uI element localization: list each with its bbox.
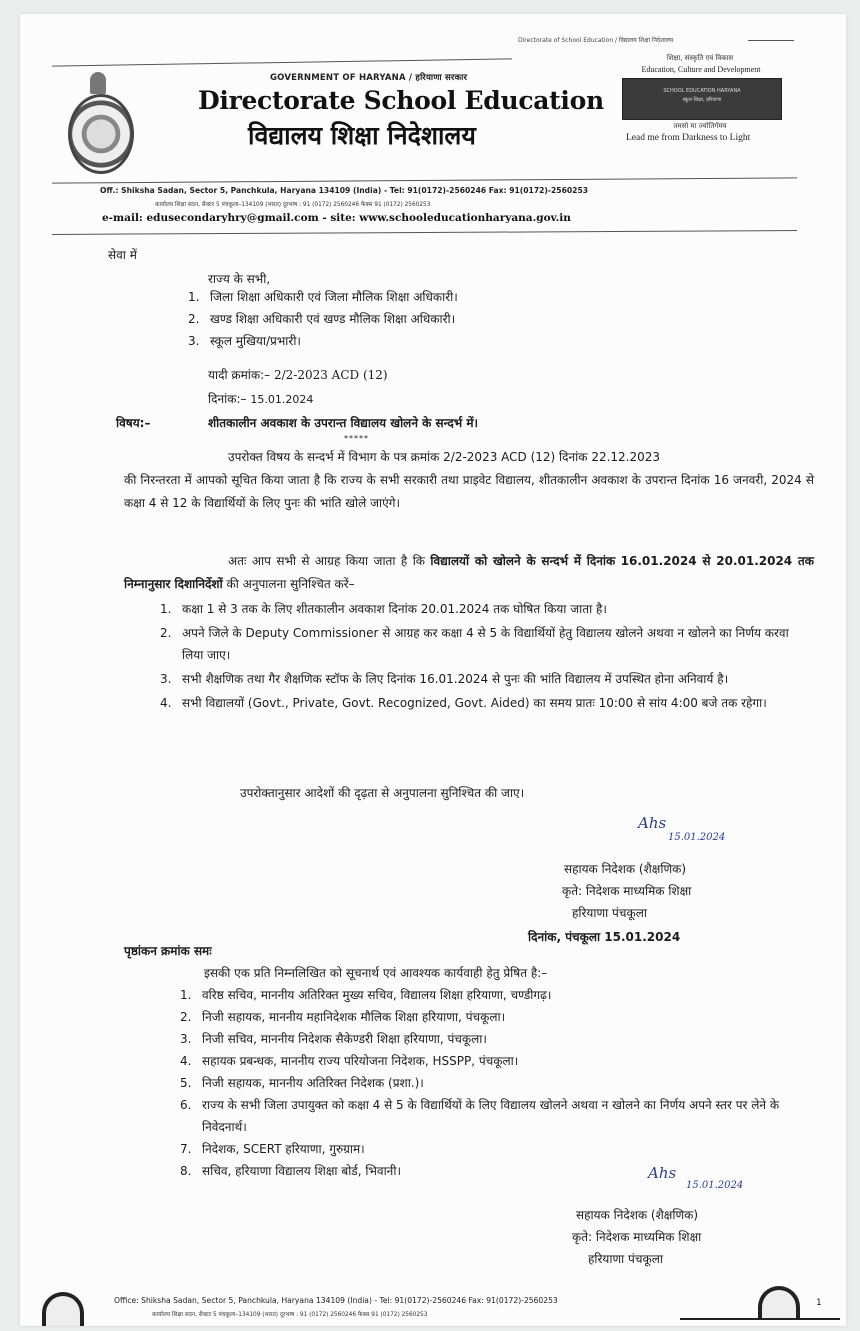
endorsement-label: पृष्ठांकन क्रमांक समः [124,944,212,958]
endorsement-date: दिनांक, पंचकूला 15.01.2024 [528,930,681,944]
right-header-hindi: शिक्षा, संस्कृति एवं विकास [666,54,734,62]
paragraph-1-first-line: उपरोक्त विषय के सन्दर्भ में विभाग के पत्र क्रमांक 2/2-2023 ACD (12) दिनांक 22.12.2023 [228,450,661,464]
header-contact: e-mail: edusecondaryhry@gmail.com - site: www.schooleducationharyana.gov.in [102,212,571,224]
logo-text-hi: स्कूल शिक्षा, हरियाणा [682,97,722,103]
closing-line: उपरोक्तानुसार आदेशों की दृढ़ता से अनुपालना सुनिश्चित की जाए। [240,786,525,800]
logo-text-en: SCHOOL EDUCATION HARYANA [663,88,741,94]
paragraph-2: अतः आप सभी से आग्रह किया जाता है कि विद्यालयों को खोलने के सन्दर्भ में दिनांक 16.01.2024 से 20.01.2024 तक निम्नानुसार दिशानिर्देशों की अनुपालना सुनिश्चित करें– [124,554,814,591]
header-top-rule [52,58,512,66]
school-education-logo [622,78,782,120]
right-header-english: Education, Culture and Development [641,65,761,74]
page-number: 1 [816,1298,822,1308]
subject-label: विषय:– [116,416,151,430]
paragraph-1-body: की निरन्तरता में आपको सूचित किया जाता है कि राज्य के सभी सरकारी तथा प्राइवेट विद्यालय, शीतकालीन अवकाश के उपरान्त दिनांक 16 जनवरी, 2024 से कक्षा 4 से 12 के विद्यार्थियों के लिए पुनः की भांति खोले जाएंगे। [124,473,814,510]
copy-list [180,984,820,1182]
guideline-item: 2. अपने जिले के Deputy Commissioner से आग्रह कर कक्षा 4 से 5 के विद्यार्थियों हेतु विद्यालय खोलने अथवा न खोलने का निर्णय करवा लिया जाए। [160,626,789,662]
signatory-place: हरियाणा पंचकूला [572,906,647,920]
signatory-for-line: कृते: निदेशक माध्यमिक शिक्षा [572,1230,702,1244]
header-mid-rule [52,177,797,183]
guideline-item: 4. सभी विद्यालयों (Govt., Private, Govt. Recognized, Govt. Aided) का समय प्रातः 10:00 से सांय 4:00 बजे तक रहेगा। [160,696,767,710]
footer-rule [680,1318,840,1320]
motto-english: Lead me from Darkness to Light [626,133,751,143]
recipients-intro: राज्य के सभी, [208,272,271,286]
government-label: GOVERNMENT OF HARYANA / हरियाणा सरकार [270,73,468,83]
copy-item: 7. निदेशक, SCERT हरियाणा, गुरुग्राम। [180,1142,365,1156]
copy-item: 2. निजी सहायक, माननीय महानिदेशक मौलिक शिक्षा हरियाणा, पंचकूला। [180,1010,506,1024]
signature-scribble: Ahs [648,1164,677,1182]
signature-scribble: Ahs [638,814,667,832]
recipients-list [188,286,648,352]
subject-text: शीतकालीन अवकाश के उपरान्त विद्यालय खोलने के सन्दर्भ में। [208,416,479,430]
copy-item: 3. निजी सचिव, माननीय निदेशक सैकेण्डरी शिक्षा हरियाणा, पंचकूला। [180,1032,487,1046]
copy-item: 5. निजी सहायक, माननीय अतिरिक्त निदेशक (प्रशा.)। [180,1076,424,1090]
copy-item: 6. राज्य के सभी जिला उपायुक्त को कक्षा 4 से 5 के विद्यार्थियों के लिए विद्यालय खोलने अथवा न खोलने का निर्णय अपने स्तर पर लेने के निवेदनार्थ। [180,1098,780,1134]
signatory-designation: सहायक निदेशक (शैक्षणिक) [576,1208,699,1222]
emblem-crown-icon [90,72,106,94]
salutation: सेवा में [108,248,137,262]
header-address-hindi: कार्यालय शिक्षा सदन, सैक्टर 5 पंचकूला–134109 (भारत) दूरभाष : 91 (0172) 2560246 फैक्स 91 (0172) 2560253 [155,202,431,208]
signatory-place: हरियाणा पंचकूला [588,1252,663,1266]
haryana-emblem-icon [68,94,134,174]
reference-number: यादी क्रमांक:– 2/2-2023 ACD (12) [208,368,388,382]
header-address-english: Off.: Shiksha Sadan, Sector 5, Panchkula, Haryana 134109 (India) - Tel: 91(0172)-2560246 Fax: 91(0172)-2560253 [100,186,589,195]
motto-hindi: तमसो मा ज्योतिर्गमय [673,122,727,130]
header-bottom-rule [52,230,797,235]
title-english: Directorate School Education [198,86,604,115]
top-tag: Directorate of School Education / विद्यालय शिक्षा निदेशालय [518,37,674,44]
copy-item: 1. वरिष्ठ सचिव, माननीय अतिरिक्त मुख्य सचिव, विद्यालय शिक्षा हरियाणा, चण्डीगढ़। [180,988,552,1002]
recipient-item: 3. स्कूल मुखिया/प्रभारी। [188,334,301,348]
top-tag-rule [748,40,794,41]
signature-date: 15.01.2024 [668,832,726,843]
title-hindi: विद्यालय शिक्षा निदेशालय [248,121,476,150]
letter-page [20,14,846,1326]
separator-stars: ***** [344,434,369,443]
footer-left-logo-icon [42,1292,84,1326]
recipient-item: 1. जिला शिक्षा अधिकारी एवं जिला मौलिक शिक्षा अधिकारी। [188,290,458,304]
copy-item: 8. सचिव, हरियाणा विद्यालय शिक्षा बोर्ड, भिवानी। [180,1164,401,1178]
reference-date: दिनांक:– 15.01.2024 [208,392,314,406]
signatory-designation: सहायक निदेशक (शैक्षणिक) [564,862,687,876]
guideline-item: 1. कक्षा 1 से 3 तक के लिए शीतकालीन अवकाश दिनांक 20.01.2024 तक घोषित किया जाता है। [160,602,607,616]
guideline-item: 3. सभी शैक्षणिक तथा गैर शैक्षणिक स्टॉफ के लिए दिनांक 16.01.2024 से पुनः की भांति विद्यालय में उपस्थित होना अनिवार्य है। [160,672,729,686]
footer-right-logo-icon [758,1286,800,1320]
signatory-for-line: कृते: निदेशक माध्यमिक शिक्षा [562,884,692,898]
copy-intro: इसकी एक प्रति निम्नलिखित को सूचनार्थ एवं आवश्यक कार्यवाही हेतु प्रेषित है:– [204,966,548,980]
signature-date: 15.01.2024 [686,1180,744,1191]
footer-address-hindi: कार्यालय शिक्षा सदन, सैक्टर 5 पंचकूला–134109 (भारत) दूरभाष : 91 (0172) 2560246 फैक्स 91 (0172) 2560253 [152,1312,428,1318]
guidelines-list [160,598,810,714]
copy-item: 4. सहायक प्रबन्धक, माननीय राज्य परियोजना निदेशक, HSSPP, पंचकूला। [180,1054,519,1068]
recipient-item: 2. खण्ड शिक्षा अधिकारी एवं खण्ड मौलिक शिक्षा अधिकारी। [188,312,456,326]
footer-address-english: Office: Shiksha Sadan, Sector 5, Panchkula, Haryana 134109 (India) - Tel: 91(0172)-2560246 Fax: 91(0172)-2560253 [114,1296,558,1305]
